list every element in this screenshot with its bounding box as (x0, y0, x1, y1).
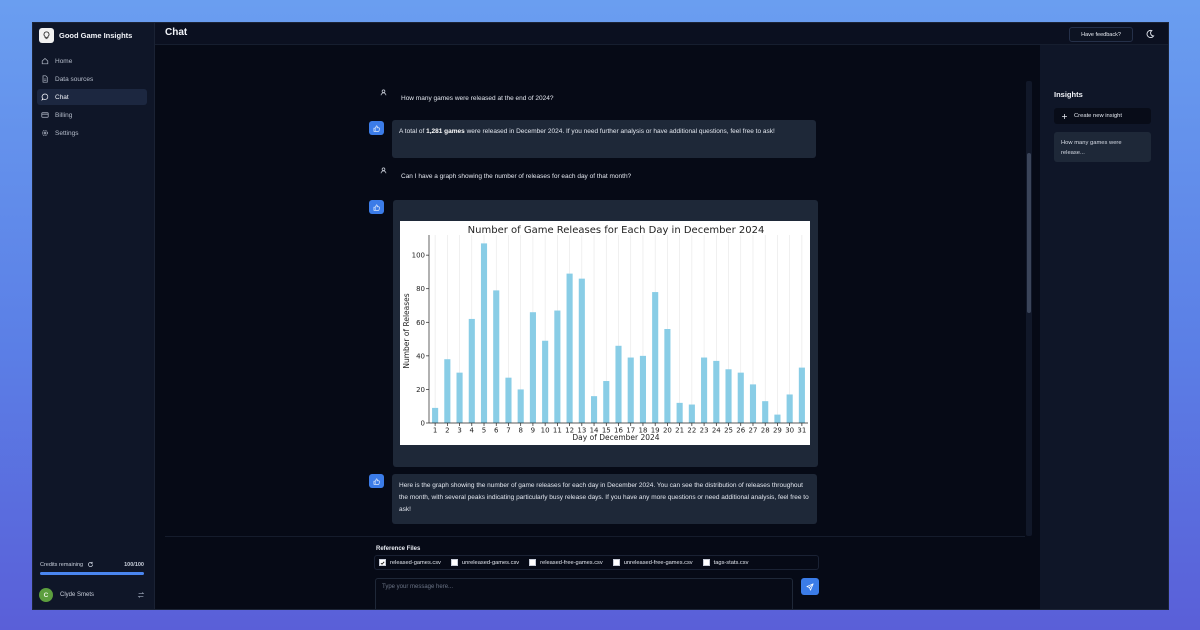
reference-files-list (374, 555, 819, 570)
reference-files-title: Reference Files (376, 546, 421, 552)
checkbox[interactable] (529, 559, 536, 566)
chart-bar (591, 396, 597, 423)
chart-bar (530, 312, 536, 423)
chart-bar (457, 373, 463, 423)
message-text: Here is the graph showing the number of game releases for each day in December 2024. You can see the distribution of releases throughout the month, with several peaks indicating particularly busy release days. If you have any more questions or need additional analysis, feel free to ask! (399, 482, 809, 513)
sidebar-item-label: Billing (55, 111, 73, 119)
sidebar-item-label: Data sources (55, 75, 94, 83)
sidebar-item-label: Settings (55, 129, 79, 137)
chart-bar (579, 279, 585, 423)
reference-file-released-free-games[interactable] (529, 559, 603, 566)
feedback-button[interactable]: Have feedback? (1069, 27, 1133, 42)
chart-x-tick-label: 17 (626, 426, 636, 435)
assistant-message (392, 474, 817, 524)
insights-panel (1040, 45, 1169, 610)
message-input[interactable] (375, 578, 793, 610)
create-insight-button[interactable] (1054, 108, 1151, 124)
sidebar (33, 23, 155, 610)
chart-bar (774, 415, 780, 423)
chart-bar (701, 358, 707, 423)
refresh-icon[interactable] (87, 561, 94, 568)
chart-bar (481, 243, 487, 423)
chart-x-tick-label: 14 (589, 426, 599, 435)
chart-x-tick-label: 20 (662, 426, 672, 435)
user-icon (375, 167, 391, 174)
checkbox[interactable] (451, 559, 458, 566)
checkbox-checked[interactable] (379, 559, 386, 566)
thumbs-up-icon (373, 125, 380, 132)
chart-title: Number of Game Releases for Each Day in December 2024 (467, 225, 765, 236)
sidebar-item-home[interactable] (37, 53, 147, 69)
assistant-message (392, 120, 816, 158)
gear-icon (41, 129, 49, 137)
user-name: Clyde Smets (60, 592, 95, 598)
message-text: were released in December 2024. If you need further analysis or have additional questions, feel free to ask! (464, 128, 775, 135)
chart-bar (444, 359, 450, 423)
page-title: Chat (165, 27, 188, 38)
chart-x-tick-label: 16 (614, 426, 623, 435)
user-message (375, 167, 631, 180)
chart-y-tick-label: 80 (416, 285, 425, 294)
chart-x-tick-label: 29 (772, 426, 782, 435)
credit-card-icon (41, 111, 49, 119)
chart-x-tick-label: 27 (748, 426, 758, 435)
credits-widget (40, 561, 144, 575)
bar-chart (400, 221, 810, 445)
chart-bar (713, 361, 719, 423)
chart-bar (603, 381, 609, 423)
chart-bar (652, 292, 658, 423)
scrollbar[interactable] (1026, 81, 1032, 536)
chart-bar (725, 369, 731, 423)
checkbox[interactable] (703, 559, 710, 566)
credits-progress-fill (40, 572, 144, 575)
top-bar (155, 23, 1169, 45)
reference-file-name: unreleased-games.csv (461, 559, 520, 566)
chart-bar (567, 274, 573, 423)
reference-file-unreleased-games[interactable] (451, 559, 519, 566)
scrollbar-thumb[interactable] (1027, 153, 1031, 313)
chart-y-axis-label: Number of Releases (402, 293, 411, 369)
checkbox[interactable] (613, 559, 620, 566)
chart-bar (505, 378, 511, 423)
chart-x-axis-label: Day of December 2024 (572, 433, 660, 442)
home-icon (41, 57, 49, 65)
thumbs-up-icon (373, 204, 380, 211)
message-text: How many games were released at the end of 2024? (401, 95, 554, 102)
chat-bubble-icon (41, 93, 49, 101)
chart-bar (677, 403, 683, 423)
chart-x-tick-label: 10 (540, 426, 550, 435)
chart-y-tick-label: 60 (416, 318, 425, 327)
file-icon (41, 75, 49, 83)
moon-icon[interactable] (1145, 29, 1155, 39)
chart-x-tick-label: 28 (760, 426, 770, 435)
chart-bar (432, 408, 438, 423)
send-button[interactable] (801, 578, 819, 595)
sidebar-item-billing[interactable] (37, 107, 147, 123)
chart-x-tick-label: 6 (494, 426, 499, 435)
credits-label: Credits remaining (40, 561, 84, 568)
chart-x-tick-label: 30 (785, 426, 795, 435)
message-bold-text: 1,281 games (426, 128, 465, 135)
sidebar-item-chat[interactable] (37, 89, 147, 105)
chart-y-tick-label: 40 (416, 352, 425, 361)
reference-file-name: unreleased-free-games.csv (623, 559, 693, 566)
sidebar-item-data-sources[interactable] (37, 71, 147, 87)
app-window (32, 22, 1169, 610)
bot-avatar (369, 200, 384, 214)
thumbs-up-icon (373, 478, 380, 485)
chart-x-tick-label: 3 (457, 426, 462, 435)
chart-x-tick-label: 7 (506, 426, 511, 435)
chart-bar (615, 346, 621, 423)
reference-file-tags-stats[interactable] (703, 559, 749, 566)
user-message (375, 89, 553, 102)
switch-icon[interactable] (137, 591, 145, 599)
chart-y-tick-label: 100 (411, 251, 425, 260)
reference-file-unreleased-free-games[interactable] (613, 559, 693, 566)
chart-message (393, 200, 818, 467)
reference-file-name: released-free-games.csv (540, 559, 603, 566)
bot-avatar (369, 121, 384, 135)
send-icon (806, 583, 814, 591)
chart-bar (738, 373, 744, 423)
chart-x-tick-label: 19 (650, 426, 660, 435)
chart-x-tick-label: 18 (638, 426, 648, 435)
chart-bar (664, 329, 670, 423)
chart-bar (762, 401, 768, 423)
user-icon (375, 89, 391, 96)
chart-x-tick-label: 1 (432, 426, 438, 435)
chart-x-tick-label: 24 (711, 426, 721, 435)
chart-x-tick-label: 21 (675, 426, 685, 435)
chart-bar (640, 356, 646, 423)
chart-bar (799, 368, 805, 423)
chart-bar (493, 290, 499, 423)
bot-avatar (369, 474, 384, 488)
chart-bar (750, 384, 756, 423)
chart-y-tick-label: 0 (420, 419, 425, 428)
reference-file-name: tags-stats.csv (713, 559, 749, 566)
lightbulb-icon (39, 28, 54, 43)
chart-x-tick-label: 15 (601, 426, 611, 435)
reference-file-released-games[interactable] (379, 559, 441, 566)
brand[interactable] (39, 27, 132, 43)
sidebar-item-settings[interactable] (37, 125, 147, 141)
chart-x-tick-label: 8 (518, 426, 523, 435)
sidebar-item-label: Chat (55, 93, 69, 101)
insights-title: Insights (1054, 90, 1083, 99)
user-profile[interactable] (39, 588, 145, 602)
credits-value: 100/100 (124, 561, 144, 568)
divider (165, 536, 1025, 537)
reference-file-name: released-games.csv (390, 559, 441, 566)
message-text: A total of (399, 128, 427, 135)
insight-item[interactable]: How many games were release... (1054, 132, 1151, 162)
message-text: Can I have a graph showing the number of releases for each day of that month? (401, 173, 632, 180)
chart-x-tick-label: 31 (797, 426, 807, 435)
chart-x-tick-label: 25 (724, 426, 733, 435)
app-name: Good Game Insights (59, 30, 133, 40)
chart-bar (689, 405, 695, 423)
chart-x-tick-label: 9 (530, 426, 536, 435)
avatar: C (39, 588, 53, 602)
chart-bar (628, 358, 634, 423)
chart-bar (518, 389, 524, 423)
chart-x-tick-label: 11 (552, 426, 562, 435)
sidebar-nav (37, 53, 147, 143)
sidebar-item-label: Home (55, 57, 73, 65)
credits-progress-bar (40, 572, 144, 575)
chart-x-tick-label: 12 (565, 426, 575, 435)
chart-x-tick-label: 26 (736, 426, 746, 435)
chart-y-tick-label: 20 (416, 385, 425, 394)
chart-bar (542, 341, 548, 423)
chart-x-tick-label: 2 (445, 426, 450, 435)
chart-x-tick-label: 22 (687, 426, 697, 435)
chart-x-tick-label: 5 (481, 426, 487, 435)
chart-bar (469, 319, 475, 423)
plus-icon (1061, 113, 1068, 120)
create-insight-label: Create new insight (1074, 113, 1123, 119)
chart-bar (554, 311, 560, 423)
chart-x-tick-label: 23 (699, 426, 709, 435)
chart-x-tick-label: 13 (577, 426, 587, 435)
chat-panel (155, 45, 1040, 610)
chart-bar (787, 394, 793, 423)
chart-x-tick-label: 4 (469, 426, 475, 435)
